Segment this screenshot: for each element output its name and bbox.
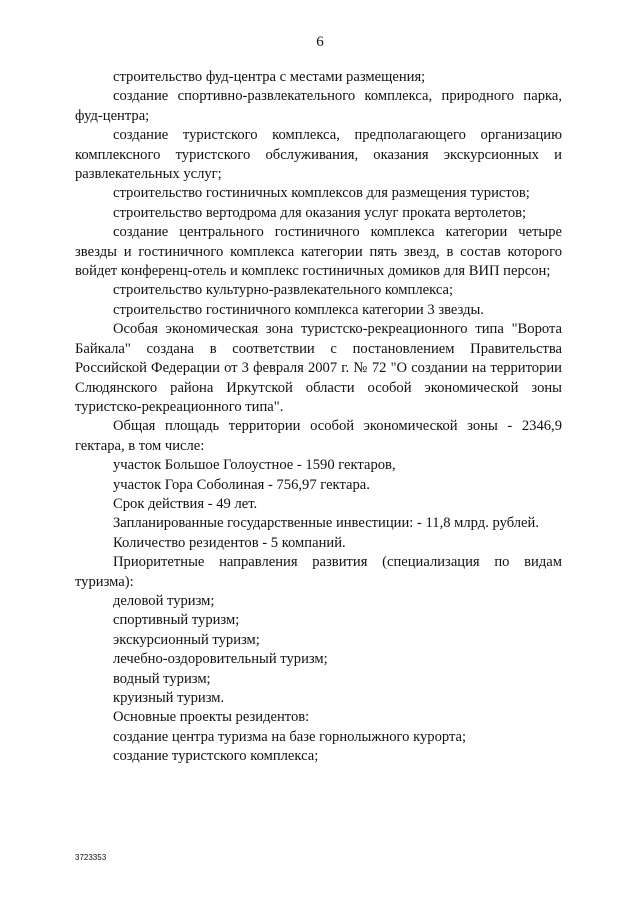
paragraph: строительство вертодрома для оказания услуг проката вертолетов; [113, 204, 527, 221]
paragraph: создание туристского комплекса, предполагающего организацию комплексного туристского обслуживания, оказания экскурсионных и развлекательных услуг; [75, 127, 562, 183]
paragraph: Приоритетные направления развития (специализация по видам туризма): [75, 554, 562, 590]
paragraph: Особая экономическая зона туристско-рекреационного типа "Ворота Байкала" создана в соответствии с постановлением Правительства Российской Федерации от 3 февраля 2007 г. № 72 "О создании на территории Слюдянского района Иркутской области особой экономической зоны туристско-рекреационного типа". [75, 321, 562, 415]
paragraph: Основные проекты резидентов: [113, 709, 310, 726]
paragraph: Количество резидентов - 5 компаний. [113, 534, 346, 551]
document-code: 3723353 [75, 853, 107, 862]
page-number: 6 [316, 34, 324, 50]
paragraph: участок Большое Голоустное - 1590 гектаров, [113, 457, 396, 474]
paragraph: создание центрального гостиничного комплекса категории четыре звезды и гостиничного комплекса категории пять звезд, в состав которого войдет конференц-отель и комплекс гостиничных домиков для ВИП персон; [75, 224, 562, 280]
paragraph: создание центра туризма на базе горнолыжного курорта; [113, 728, 467, 745]
paragraph: лечебно-оздоровительный туризм; [113, 651, 328, 668]
paragraph: водный туризм; [113, 670, 211, 687]
paragraph: Общая площадь территории особой экономической зоны - 2346,9 гектара, в том числе: [75, 418, 562, 454]
paragraph: экскурсионный туризм; [113, 631, 260, 648]
paragraph: строительство культурно-развлекательного комплекса; [113, 282, 454, 299]
paragraph: создание спортивно-развлекательного комплекса, природного парка, фуд-центра; [75, 88, 562, 124]
document-body [75, 68, 562, 767]
paragraph: спортивный туризм; [113, 612, 240, 629]
paragraph: создание туристского комплекса; [113, 748, 319, 765]
paragraph: участок Гора Соболиная - 756,97 гектара. [113, 476, 370, 493]
paragraph: Запланированные государственные инвестиции: - 11,8 млрд. рублей. [113, 515, 539, 532]
paragraph: строительство фуд-центра с местами размещения; [113, 69, 426, 85]
paragraph: деловой туризм; [113, 592, 215, 609]
paragraph: круизный туризм. [113, 690, 225, 706]
paragraph: строительство гостиничного комплекса категории 3 звезды. [113, 301, 484, 318]
paragraph: Срок действия - 49 лет. [113, 495, 258, 512]
paragraph: строительство гостиничных комплексов для размещения туристов; [113, 185, 530, 202]
